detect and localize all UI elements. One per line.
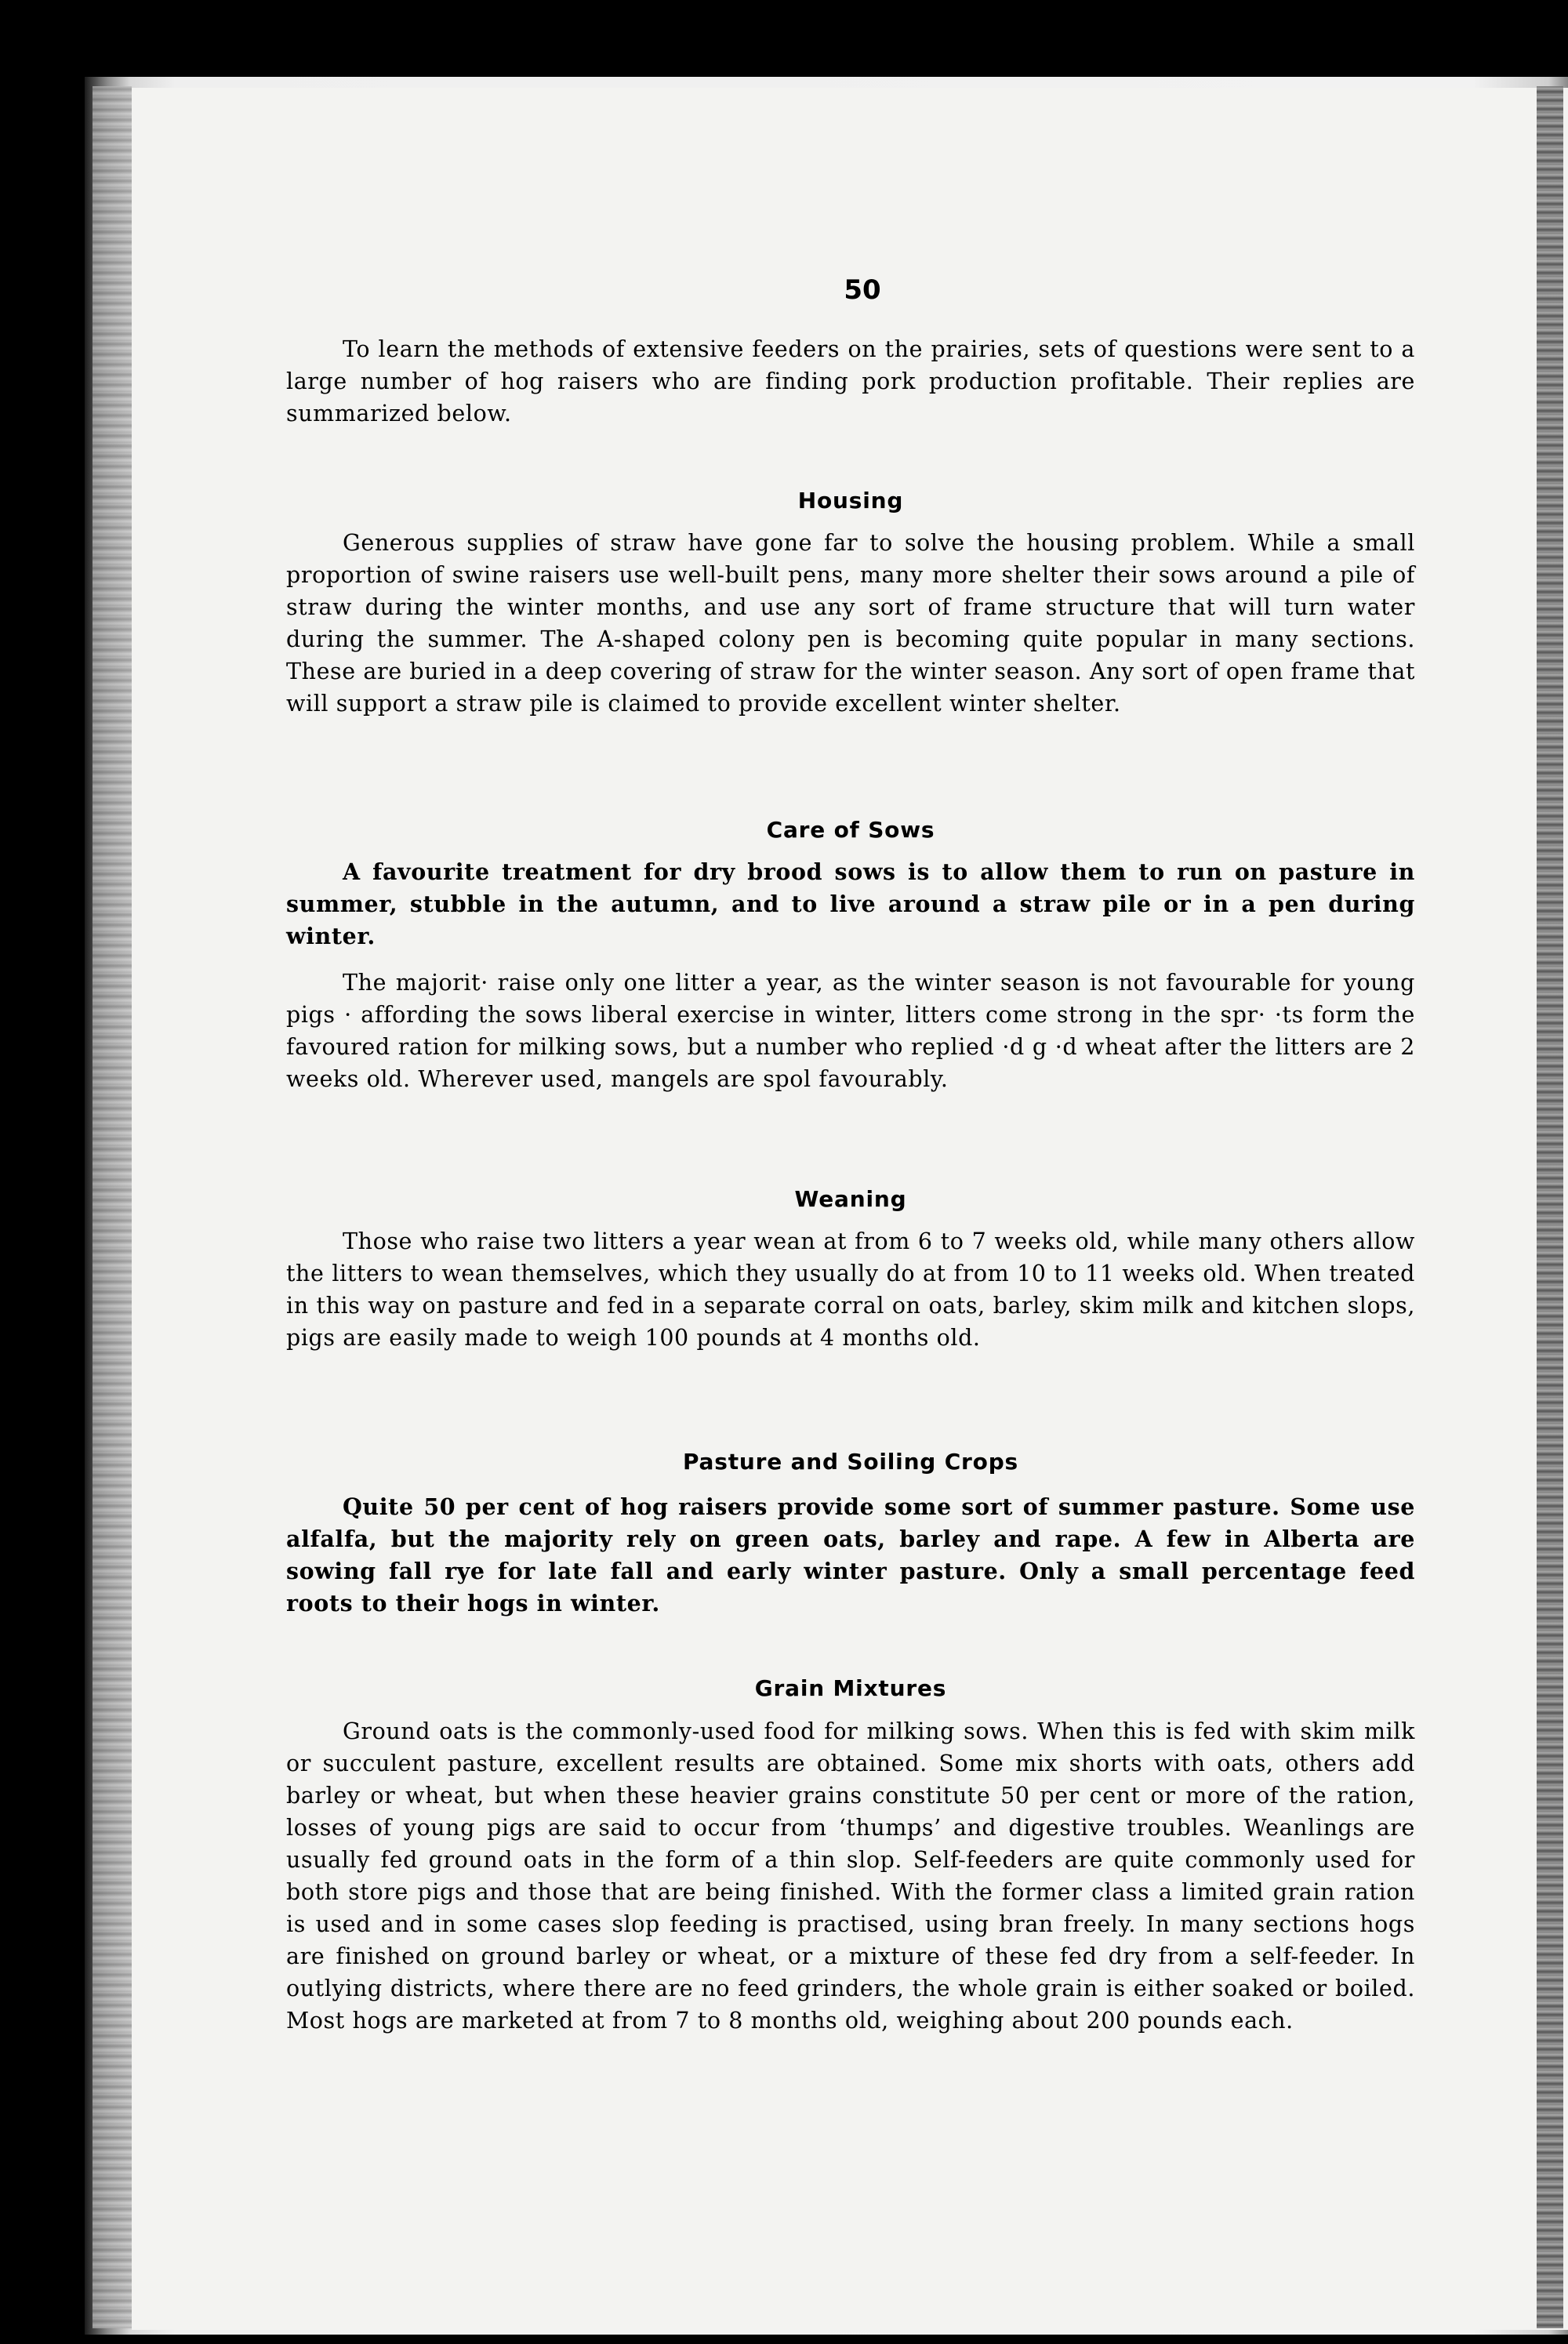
section-body-pasture-and-soiling-crops xyxy=(286,1491,1415,1620)
care-of-sows-paragraph-2: The majorit· raise only one litter a year, as the winter season is not favourable for young pigs · affording the sows liberal exercise in winter, litters come strong in the spr· ·ts form the favoured ration for milking sows, but a number who replied ·d g ·d wheat after the litters are 2 weeks old. Wherever used, mangels are spol favourably. xyxy=(286,970,1415,1092)
housing-paragraph: Generous supplies of straw have gone far to solve the housing problem. While a small proportion of swine raisers use well-built pens, many more shelter their sows around a pile of straw during the winter months, and use any sort of frame structure that will turn water during the summer. The A-shaped colony pen is becoming quite popular in many sections. These are buried in a deep covering of straw for the winter season. Any sort of open frame that will support a straw pile is claimed to provide excellent winter shelter. xyxy=(286,530,1415,717)
page-binding-edge xyxy=(93,86,132,2328)
pasture-paragraph: Quite 50 per cent of hog raisers provide some sort of summer pasture. Some use alfalfa, but the majority rely on green oats, barley and rape. A few in Alberta are sowing fall rye for late fall and early winter pasture. Only a small percentage feed roots to their hogs in winter. xyxy=(286,1493,1415,1616)
section-body-housing xyxy=(286,527,1415,720)
section-heading-care-of-sows: Care of Sows xyxy=(766,817,935,843)
care-of-sows-paragraph-1: A favourite treatment for dry brood sows is to allow them to run on pasture in summer, stubble in the autumn, and to live around a straw pile or in a pen during winter. xyxy=(286,858,1415,949)
section-heading-grain-mixtures: Grain Mixtures xyxy=(754,1675,947,1701)
page-fore-edge xyxy=(1537,86,1563,2328)
section-body-grain-mixtures xyxy=(286,1715,1415,2037)
section-heading-housing: Housing xyxy=(797,488,904,513)
section-heading-weaning: Weaning xyxy=(794,1186,907,1212)
section-body-care-of-sows xyxy=(286,856,1415,1095)
grain-mixtures-paragraph: Ground oats is the commonly-used food for milking sows. When this is fed with skim milk or succulent pasture, excellent results are obtained. Some mix shorts with oats, others add barley or wheat, but when these heavier grains constitute 50 per cent or more of the ration, losses of young pigs are said to occur from ‘thumps’ and digestive troubles. Weanlings are usually fed ground oats in the form of a thin slop. Self-feeders are quite commonly used for both store pigs and those that are being finished. With the former class a limited grain ration is used and in some cases slop feeding is practised, using bran freely. In many sections hogs are finished on ground barley or wheat, or a mixture of these fed dry from a self-feeder. In outlying districts, where there are no feed grinders, the whole grain is either soaked or boiled. Most hogs are marketed at from 7 to 8 months old, weighing about 200 pounds each. xyxy=(286,1718,1415,2034)
section-heading-pasture-and-soiling-crops: Pasture and Soiling Crops xyxy=(682,1449,1019,1475)
section-body-weaning xyxy=(286,1225,1415,1354)
weaning-paragraph: Those who raise two litters a year wean at from 6 to 7 weeks old, while many others allow the litters to wean themselves, which they usually do at from 10 to 11 weeks old. When treated in this way on pasture and fed in a separate corral on oats, barley, skim milk and kitchen slops, pigs are easily made to weigh 100 pounds at 4 months old. xyxy=(286,1228,1415,1351)
intro-paragraph: To learn the methods of extensive feeders on the prairies, sets of questions were sent to a large number of hog raisers who are finding pork production profitable. Their replies are summarized below. xyxy=(286,336,1415,426)
page-number: 50 xyxy=(844,274,881,306)
intro-text-block xyxy=(286,333,1415,430)
